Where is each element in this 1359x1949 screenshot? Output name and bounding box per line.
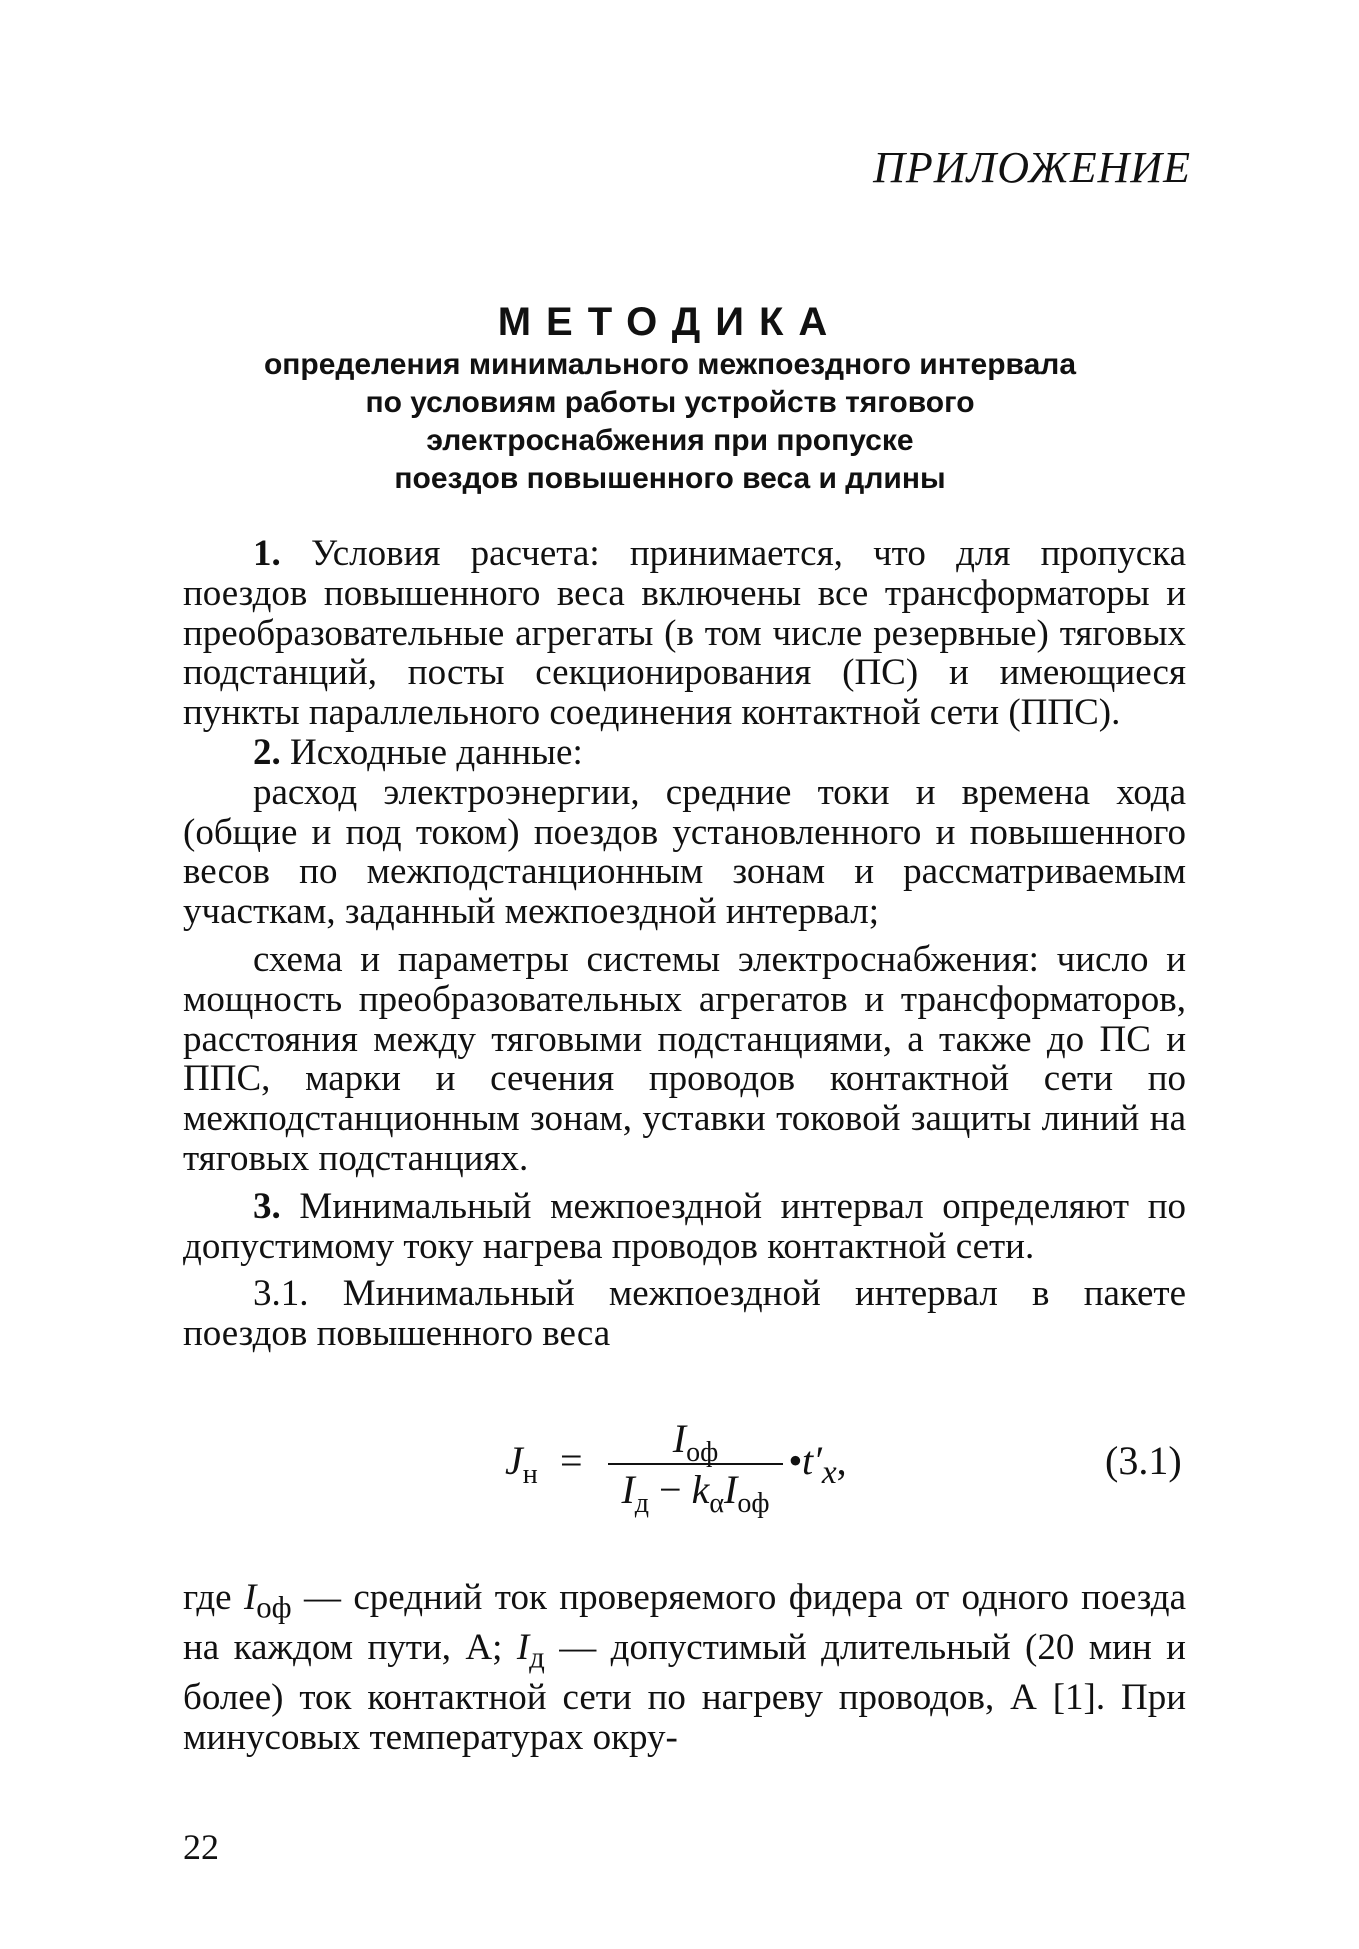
- formula-multiplier: $•t'_x$,: [788, 1438, 847, 1491]
- paragraph-1-text: Условия расчета: принимается, что для пропуска поездов повышенного веса включены все трансформаторы и преобразовательные агрегаты (в том числе резервные) тяговых подстанций, посты секционирования (ПС) и имеющиеся пункты параллельного соединения контактной сети (ППС).: [183, 533, 1186, 734]
- paragraph-2b: схема и параметры системы электроснабжения: число и мощность преобразовательных агрегатов и трансформаторов, расстояния между тяговыми подстанциями, а также до ПС и ППС, марки и сечения проводов контактной сети по межподстанционным зонам, уставки токовой защиты линий на тяговых подстанциях.: [183, 938, 1186, 1179]
- paragraph-2: [183, 733, 1186, 773]
- subtitle-line-4: поездов повышенного веса и длины: [394, 462, 946, 495]
- method-title-block: [150, 298, 1190, 498]
- paragraph-3-1: 3.1. Минимальный межпоездной интервал в пакете поездов повышенного веса: [183, 1273, 1186, 1355]
- section-number-1: 1.: [253, 533, 281, 574]
- section-number-2: 2.: [253, 731, 281, 773]
- appendix-heading: ПРИЛОЖЕНИЕ: [873, 143, 1191, 192]
- paragraph-2a: расход электроэнергии, средние токи и времена хода (общие и под током) поездов установленного и повышенного весов по межподстанционным зонам и рассматриваемым участкам, заданный межпоездной интервал;: [183, 771, 1186, 933]
- paragraph-3-text: Минимальный межпоездной интервал определяют по допустимому току нагрева проводов контактной сети.: [183, 1185, 1186, 1267]
- subtitle-line-1: определения минимального межпоездного интервала: [263, 348, 1077, 381]
- section-number-3: 3.: [253, 1185, 281, 1227]
- formula-equals: =: [560, 1438, 583, 1483]
- formula-numerator: $I_{оф}$: [672, 1416, 719, 1468]
- paragraph-where: где $I_{оф}$ — средний ток проверяемого фидера от одного поезда на каждом пути, А; $I_д$ — допустимый длительный (20 мин и более) ток контактной сети по нагреву проводов, А [1]. При минусовых температурах окру-: [183, 1577, 1186, 1759]
- formula-lhs: $J_н$: [505, 1438, 538, 1490]
- body-text-upper: [183, 534, 1186, 1354]
- method-title: МЕТОДИКА: [497, 300, 843, 344]
- paragraph-2-text: Исходные данные:: [290, 731, 583, 773]
- paragraph-1: [183, 534, 1186, 733]
- paragraph-3: [183, 1187, 1186, 1267]
- formula-denominator: $I_д - k_\alpha I_{оф}$: [621, 1467, 770, 1519]
- equation-number: (3.1): [1105, 1438, 1182, 1483]
- formula-fraction: [608, 1415, 783, 1529]
- formula-3-1: [0, 1415, 1359, 1525]
- subtitle-line-2: по условиям работы устройств тягового: [365, 386, 975, 419]
- subtitle-line-3: электроснабжения при пропуске: [426, 424, 914, 457]
- page-number: 22: [183, 1827, 219, 1867]
- body-text-lower: [183, 1578, 1186, 1758]
